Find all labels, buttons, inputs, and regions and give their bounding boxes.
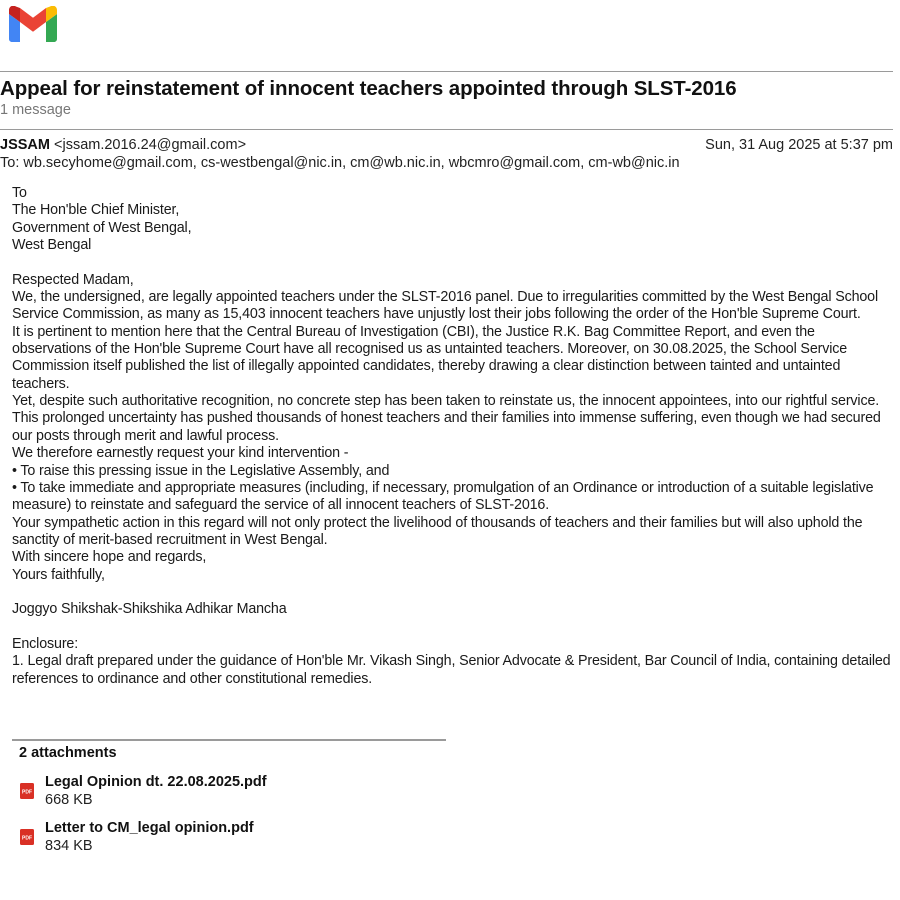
email-body (12, 185, 892, 688)
attachment-name[interactable]: Legal Opinion dt. 22.08.2025.pdf (45, 774, 267, 790)
recipients-line: To: wb.secyhome@gmail.com, cs-westbengal@nic.in, cm@wb.nic.in, wbcmro@gmail.com, cm-wb@nic.in (0, 155, 680, 171)
address-line: The Hon'ble Chief Minister, (12, 202, 180, 219)
body-paragraph: Yet, despite such authoritative recognition, no concrete step has been taken to reinstate us, the innocent appointees, into our rightful service. This prolonged uncertainty has pushed thousands of honest teachers and their families into immense suffering, even though we had secured our posts through merit and lawful process. (12, 393, 881, 444)
pdf-icon (20, 829, 34, 845)
closing-line: With sincere hope and regards, (12, 549, 207, 566)
attachment-size: 834 KB (45, 838, 93, 854)
enclosure-label: Enclosure: (12, 635, 79, 652)
enclosure-item: 1. Legal draft prepared under the guidance of Hon'ble Mr. Vikash Singh, Senior Advocate & President, Bar Council of India, containing detailed references to ordinance and other constitutional remedies. (12, 653, 891, 687)
body-paragraph: It is pertinent to mention here that the Central Bureau of Investigation (CBI), the Justice R.K. Bag Committee Report, and even the observations of the Hon'ble Supreme Court have all recognised us as untainted teachers. Moreover, on 30.08.2025, the School Service Commission itself published the list of illegally appointed candidates, thereby drawing a clear distinction between tainted and untainted teachers. (12, 323, 848, 392)
email-subject: Appeal for reinstatement of innocent teachers appointed through SLST-2016 (0, 77, 737, 100)
body-paragraph: We, the undersigned, are legally appointed teachers under the SLST-2016 panel. Due to irregularities committed by the West Bengal School Service Commission, as many as 15,403 innocent teachers have unjustly lost their jobs following the order of the Hon'ble Supreme Court. (12, 289, 879, 323)
gmail-logo-icon (9, 6, 57, 42)
header-divider (0, 71, 893, 72)
bullet-item: • To raise this pressing issue in the Legislative Assembly, and (12, 462, 390, 479)
bullet-item: • To take immediate and appropriate measures (including, if necessary, promulgation of an Ordinance or introduction of a suitable legislative measure) to reinstate and safeguard the service of all innocent teachers of SLST-2016. (12, 479, 874, 514)
request-intro: We therefore earnestly request your kind intervention - (12, 445, 349, 462)
message-date: Sun, 31 Aug 2025 at 5:37 pm (705, 137, 893, 153)
pdf-icon (20, 783, 34, 799)
salutation: Respected Madam, (12, 271, 134, 288)
address-line: West Bengal (12, 237, 92, 254)
sender-line (0, 137, 246, 153)
address-to: To (12, 185, 27, 201)
svg-text:PDF: PDF (22, 835, 32, 842)
sender-name: JSSAM (0, 137, 50, 153)
attachment-size: 668 KB (45, 792, 93, 808)
closing-line: Yours faithfully, (12, 566, 105, 583)
attachments-divider (12, 739, 446, 741)
svg-text:PDF: PDF (22, 789, 32, 796)
attachments-count: 2 attachments (19, 745, 117, 761)
signature: Joggyo Shikshak-Shikshika Adhikar Mancha (12, 601, 287, 618)
address-line: Government of West Bengal, (12, 219, 192, 236)
subject-divider (0, 129, 893, 130)
message-count: 1 message (0, 102, 71, 118)
attachment-name[interactable]: Letter to CM_legal opinion.pdf (45, 820, 254, 836)
sender-email: <jssam.2016.24@gmail.com> (54, 137, 247, 153)
body-paragraph: Your sympathetic action in this regard will not only protect the livelihood of thousands of teachers and their families but will also uphold the sanctity of merit-based recruitment in West Bengal. (12, 514, 863, 548)
